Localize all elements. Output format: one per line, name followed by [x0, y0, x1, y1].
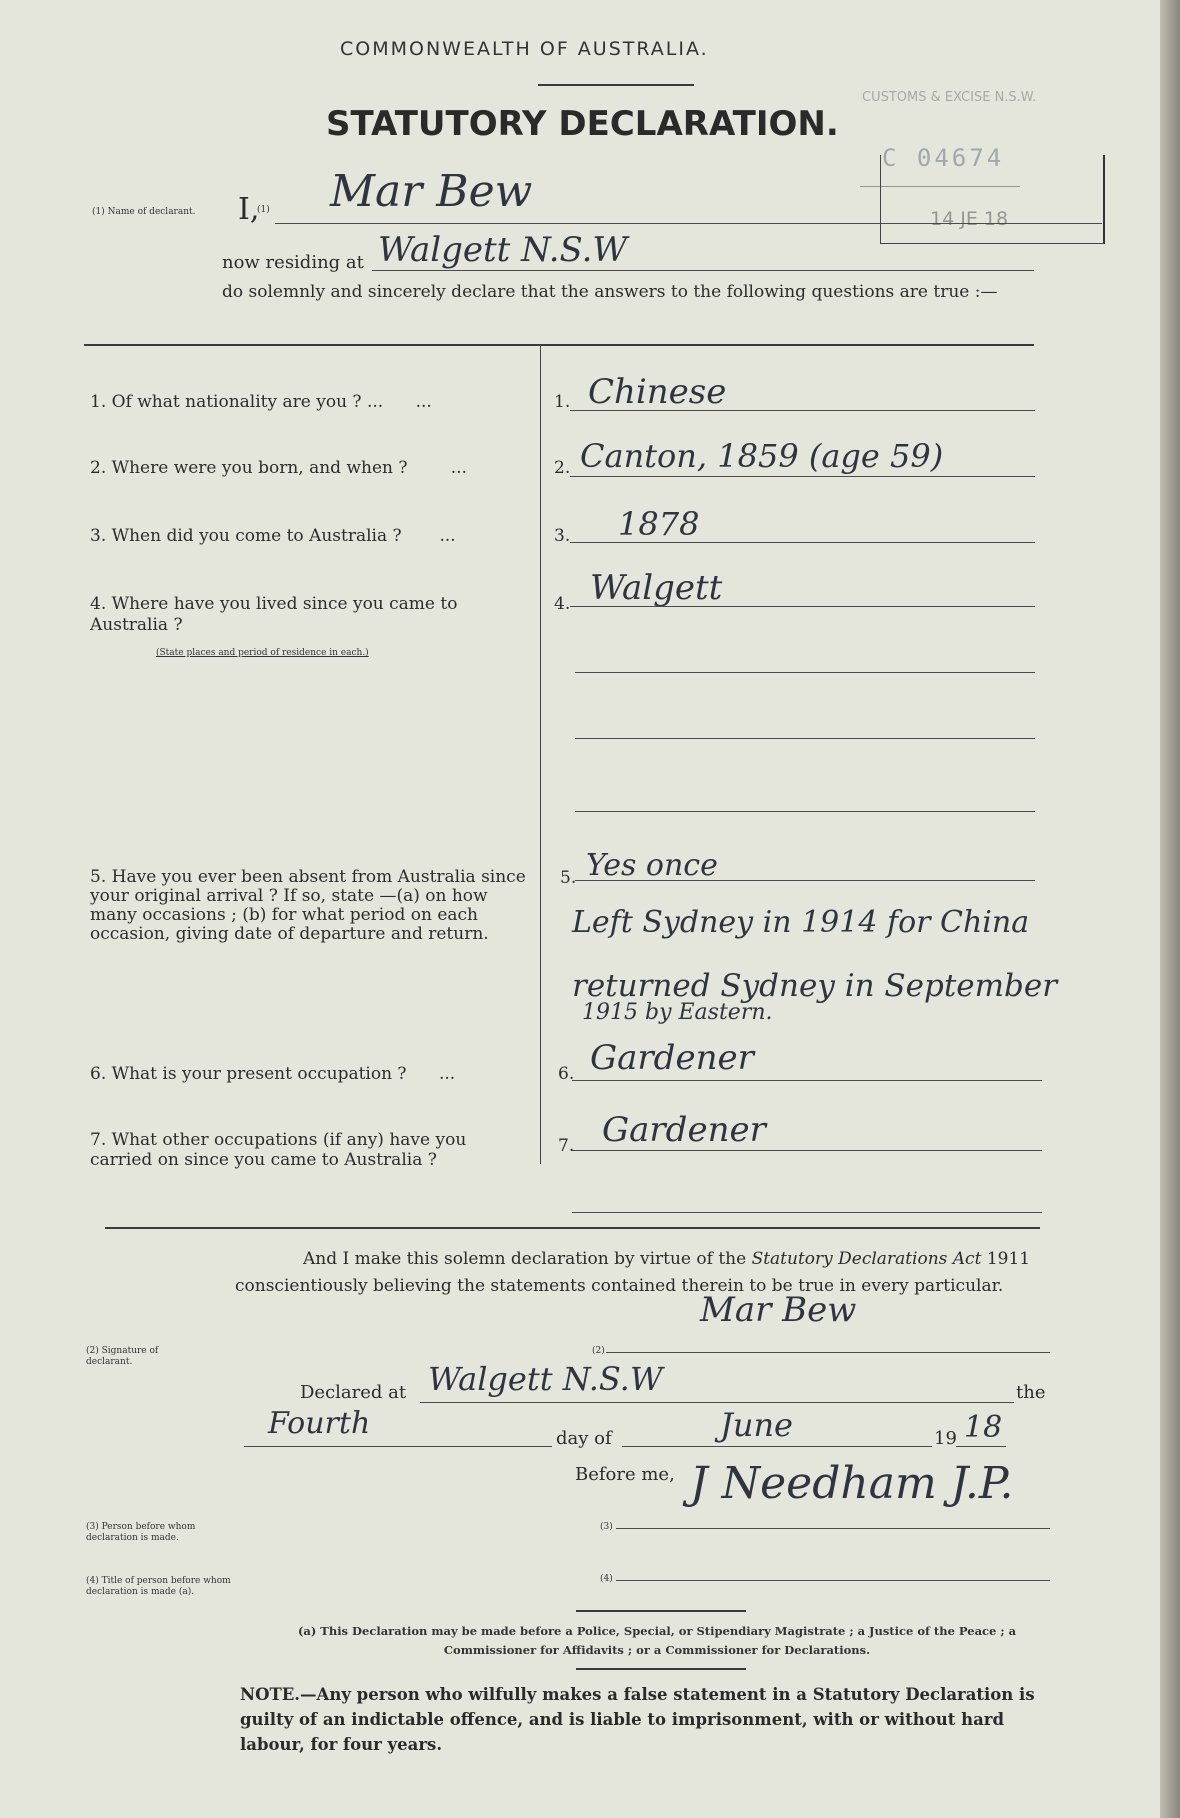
signature-ref: (2) — [592, 1346, 605, 1356]
before-me-label: Before me, — [575, 1464, 675, 1485]
question-2: 2. Where were you born, and when ? ... — [90, 458, 467, 478]
answer-4: Walgett — [590, 568, 723, 608]
stamp-date: 14 JE 18 — [930, 208, 1009, 230]
intro-divider — [84, 344, 1034, 346]
answer-1-number: 1. — [554, 392, 571, 412]
title-margin-label: (4) Title of person before whom declaration is made (a). — [86, 1576, 231, 1597]
declared-at-label: Declared at — [300, 1382, 407, 1403]
answer-5-number: 5. — [560, 868, 577, 888]
question-1: 1. Of what nationality are you ? ... ... — [90, 392, 432, 412]
answer-3-number: 3. — [554, 526, 571, 546]
footnote-divider — [576, 1610, 746, 1612]
residing-label: now residing at — [222, 252, 364, 273]
declarant-pronoun: I, — [238, 192, 260, 227]
answer-5-line-3: 1915 by Eastern. — [582, 1000, 773, 1025]
declarant-name: Mar Bew — [330, 166, 533, 217]
answer-7-number: 7. — [558, 1136, 575, 1156]
year-prefix: 19 — [934, 1428, 957, 1449]
answer-6: Gardener — [590, 1038, 754, 1078]
question-7: 7. What other occupations (if any) have you carried on since you came to Australia ? — [90, 1130, 467, 1170]
answer-5-line-2: returned Sydney in September — [572, 968, 1058, 1004]
signature-margin-label: (2) Signature of declarant. — [86, 1346, 159, 1367]
answer-5: Yes once — [586, 848, 718, 883]
declaration-statement — [235, 1246, 1055, 1300]
answer-3: 1878 — [618, 505, 700, 543]
answer-4-number: 4. — [554, 594, 571, 614]
page-edge — [1160, 0, 1180, 1818]
declaration-intro: do solemnly and sincerely declare that the answers to the following questions are true :— — [222, 282, 998, 302]
answer-5-line-1: Left Sydney in 1914 for China — [572, 905, 1030, 940]
stamp-number: C 04674 — [882, 144, 1005, 172]
question-4: 4. Where have you lived since you came to Australia ? — [90, 594, 458, 635]
header-divider — [538, 84, 694, 86]
questions-divider — [105, 1227, 1040, 1229]
declarant-ref: (1) — [257, 205, 270, 215]
question-6: 6. What is your present occupation ? ... — [90, 1064, 456, 1084]
day-of-label: day of — [556, 1428, 612, 1449]
the-label: the — [1016, 1382, 1046, 1403]
answer-2: Canton, 1859 (age 59) — [580, 437, 944, 475]
page-title: STATUTORY DECLARATION. — [326, 104, 839, 144]
declaration-text-2: 1911 conscientiously believing the statements contained therein to be true in every particular. — [235, 1249, 1031, 1296]
day-value: Fourth — [268, 1406, 371, 1441]
declared-at-value: Walgett N.S.W — [428, 1360, 663, 1398]
question-4-note: (State places and period of residence in each.) — [156, 648, 369, 658]
name-line — [275, 223, 880, 224]
answer-1: Chinese — [588, 372, 727, 412]
answer-2-number: 2. — [554, 458, 571, 478]
question-3: 3. When did you come to Australia ? ... — [90, 526, 456, 546]
legal-note: NOTE.—Any person who wilfully makes a false statement in a Statutory Declaration is guilty of an indictable offence, and is liable to imprisonment, with or without hard labour, for four years. — [240, 1685, 1035, 1754]
footnote: (a) This Declaration may be made before a Police, Special, or Stipendiary Magistrate ; a Justice of the Peace ; a Commissioner for Affidavits ; or a Commissioner for Declarations. — [297, 1624, 1017, 1657]
stamp-border — [880, 155, 1105, 244]
witness-ref: (3) — [600, 1522, 613, 1532]
answer-6-number: 6. — [558, 1064, 575, 1084]
stamp-agency: CUSTOMS & EXCISE N.S.W. — [862, 90, 1037, 105]
question-5: 5. Have you ever been absent from Australia since your original arrival ? If so, state —(a) on how many occasions ; (b) for what period on each occasion, giving date of departure and return. — [90, 867, 526, 944]
residence-value: Walgett N.S.W — [378, 230, 628, 270]
column-divider — [540, 344, 541, 1164]
witness-signature: J Needham J.P. — [690, 1458, 1014, 1509]
declarant-signature: Mar Bew — [700, 1290, 857, 1330]
witness-margin-label: (3) Person before whom declaration is made. — [86, 1522, 196, 1543]
answer-7: Gardener — [602, 1110, 766, 1150]
country-heading: COMMONWEALTH OF AUSTRALIA. — [340, 38, 709, 60]
month-value: June — [720, 1406, 793, 1444]
act-name: Statutory Declarations Act — [751, 1249, 982, 1269]
year-value: 18 — [964, 1410, 1003, 1445]
declaration-text-1: And I make this solemn declaration by virtue of the — [303, 1249, 747, 1269]
declarant-margin-label: (1) Name of declarant. — [92, 207, 196, 217]
title-ref: (4) — [600, 1574, 613, 1584]
